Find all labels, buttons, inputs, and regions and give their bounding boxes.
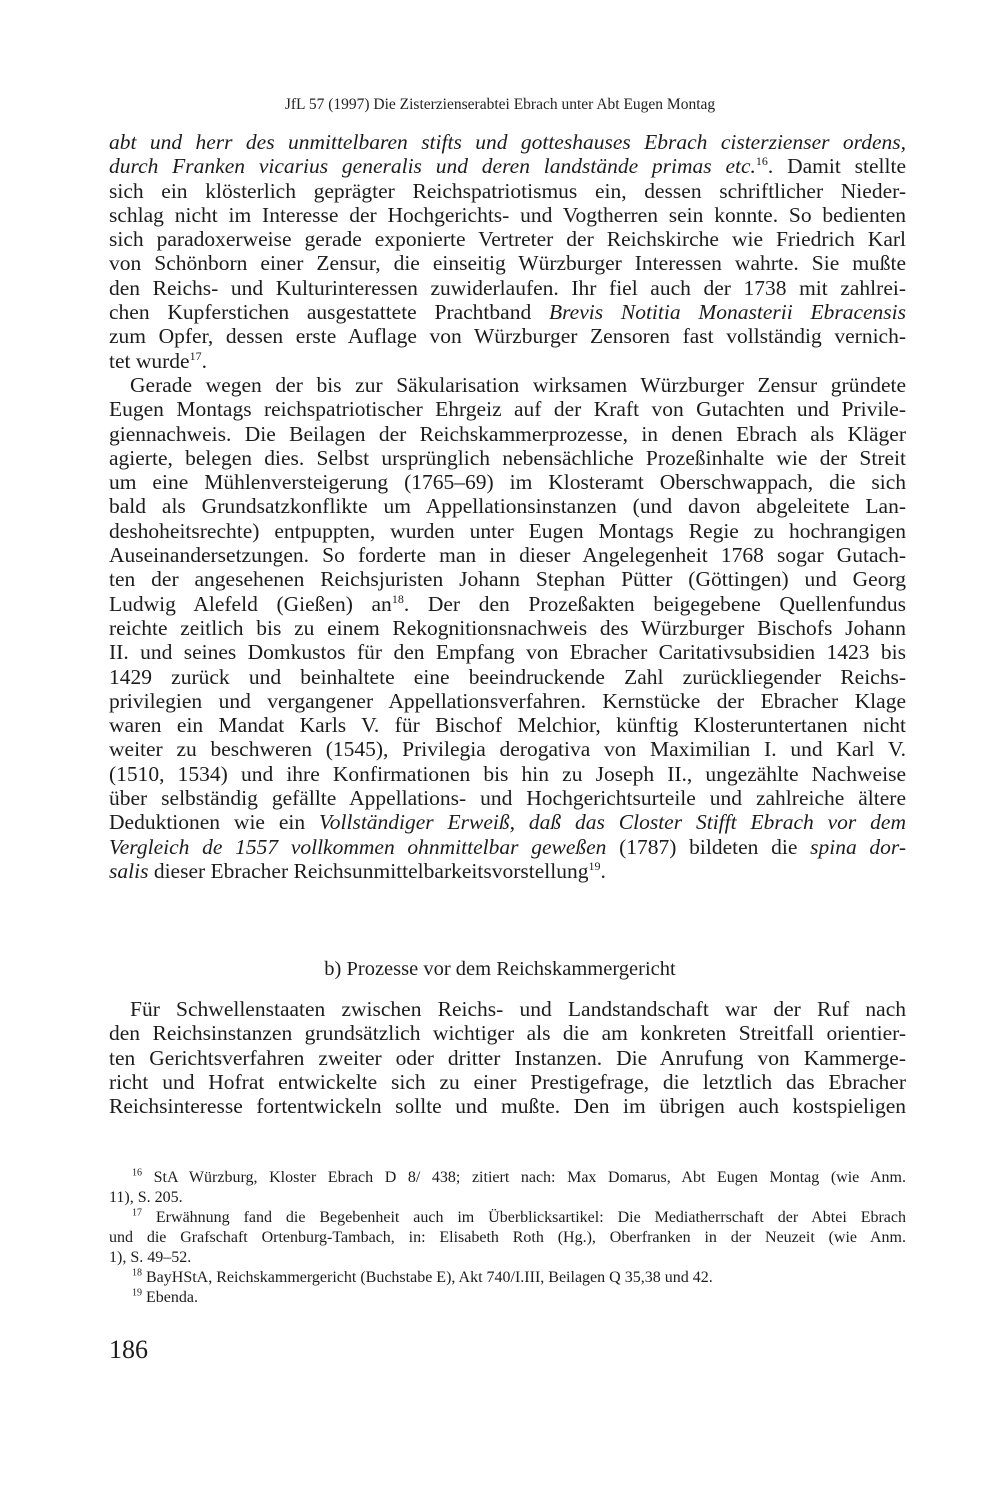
- text-line: sich paradoxerweise gerade exponierte Vertreter der Reichskirche wie Friedrich Karl: [109, 227, 906, 252]
- footnote-17-cont: und die Grafschaft Ortenburg-Tambach, in: Elisabeth Roth (Hg.), Oberfranken in der Neuzeit (wie Anm.: [109, 1229, 906, 1246]
- text-line: privilegien und vergangener Appellationsverfahren. Kernstücke der Ebracher Klage: [109, 688, 906, 713]
- text-line: deshoheitsrechte) entpuppten, wurden unter Eugen Montags Regie zu hochrangigen: [109, 518, 906, 543]
- footnote-ref: 18: [391, 591, 404, 606]
- page-number: 186: [109, 1335, 148, 1364]
- footnotes: [109, 1168, 906, 1308]
- text-line: reichte zeitlich bis zu einem Rekognitionsnachweis des Würzburger Bischofs Johann: [109, 615, 906, 640]
- running-header: JfL 57 (1997) Die Zisterzienserabtei Ebrach unter Abt Eugen Montag: [284, 96, 716, 113]
- text-line: sich ein klösterlich geprägter Reichspatriotismus ein, dessen schriftlicher Nieder-: [109, 178, 906, 203]
- text-line: waren ein Mandat Karls V. für Bischof Melchior, künftig Klosteruntertanen nicht: [109, 713, 906, 738]
- text-line: den Reichs- und Kulturinteressen zuwiderlaufen. Ihr fiel auch der 1738 mit zahlrei-: [109, 275, 906, 300]
- text-line: tet wurde$^{17}$.: [109, 348, 207, 373]
- text-line: um eine Mühlenversteigerung (1765–69) im Klosteramt Oberschwappach, die sich: [109, 470, 906, 495]
- text-line: abt und herr des unmittelbaren stifts und gotteshauses Ebrach cisterzienser ordens,: [109, 130, 906, 154]
- text-line: Reichsinteresse fortentwickeln sollte und mußte. Den im übrigen auch kostspieligen: [109, 1094, 906, 1119]
- footnote-18: $^{18}$ BayHStA, Reichskammergericht (Buchstabe E), Akt 740/I.III, Beilagen Q 35,38 und 42.: [132, 1267, 713, 1286]
- text-line: ten der angesehenen Reichsjuristen Johann Stephan Pütter (Göttingen) und Georg: [109, 567, 906, 592]
- footnote-17-end: 1), S. 49–52.: [109, 1249, 192, 1266]
- text-line: Auseinandersetzungen. So forderte man in dieser Angelegenheit 1768 sogar Gutach-: [109, 543, 906, 568]
- text-line: chen Kupferstichen ausgestattete Prachtband Brevis Notitia Monasterii Ebracensis: [109, 300, 906, 325]
- footnote-ref: 16: [755, 154, 768, 169]
- text-line: den Reichsinstanzen grundsätzlich wichtiger als die am konkreten Streitfall orientier-: [109, 1021, 906, 1046]
- text-line: salis dieser Ebracher Reichsunmittelbarkeitsvorstellung$^{19}$.: [109, 858, 606, 883]
- text-line: (1510, 1534) und ihre Konfirmationen bis hin zu Joseph II., ungezählte Nachweise: [109, 761, 906, 786]
- text-line: über selbständig gefällte Appellations- und Hochgerichtsurteile und zahlreiche ältere: [109, 786, 906, 811]
- text-line: Deduktionen wie ein Vollständiger Erweiß, daß das Closter Stifft Ebrach vor dem: [109, 810, 906, 835]
- text-line: Vergleich de 1557 vollkommen ohnmittelbar geweßen (1787) bildeten die spina dor-: [109, 834, 907, 859]
- text-line: Gerade wegen der bis zur Säkularisation wirksamen Würzburger Zensur gründete: [130, 372, 906, 397]
- text-line: richt und Hofrat entwickelte sich zu einer Prestigefrage, die letztlich das Ebracher: [109, 1069, 906, 1094]
- footnote-19: $^{19}$ Ebenda.: [132, 1287, 198, 1306]
- footnote-16: $^{16}$ StA Würzburg, Kloster Ebrach D 8/ 438; zitiert nach: Max Domarus, Abt Eugen Montag (wie Anm.: [132, 1167, 906, 1186]
- section-heading: b) Prozesse vor dem Reichskammergericht: [324, 958, 676, 980]
- text-line: Ludwig Alefeld (Gießen) $an^{18}$. Der den Prozeßakten beigegebene Quellenfundus: [109, 591, 906, 616]
- footnote-ref: 19: [588, 858, 601, 873]
- footnote-17: $^{17}$ Erwähnung fand die Begebenheit auch im Überblicksartikel: Die Mediatherrschaft der Abtei Ebrach: [132, 1207, 906, 1226]
- text-line: weiter zu beschweren (1545), Privilegia derogativa von Maximilian I. und Karl V.: [109, 737, 906, 762]
- text-line: II. und seines Domkustos für den Empfang von Ebracher Caritativsubsidien 1423 bis: [109, 640, 906, 665]
- footnote-ref: 17: [189, 348, 202, 363]
- text-line: von Schönborn einer Zensur, die einseitig Würzburger Interessen wahrte. Sie mußte: [109, 251, 906, 276]
- text-line: Eugen Montags reichspatriotischer Ehrgeiz auf der Kraft von Gutachten und Privile-: [109, 397, 906, 422]
- text-line: zum Opfer, dessen erste Auflage von Würzburger Zensoren fast vollständig vernich-: [109, 324, 906, 349]
- text-line: durch Franken vicarius generalis und deren landstände primas etc.$^{16}$. Damit stellte: [109, 154, 906, 179]
- text-line: schlag nicht im Interesse der Hochgerichts- und Vogtherren sein konnte. So bedienten: [109, 202, 906, 227]
- text-line: 1429 zurück und beinhaltete eine beeindruckende Zahl zurückliegender Reichs-: [109, 664, 906, 689]
- body-text-upper: [109, 130, 906, 883]
- text-line: bald als Grundsatzkonflikte um Appellationsinstanzen (und davon abgeleitete Lan-: [109, 494, 906, 519]
- body-text-lower: [109, 997, 906, 1118]
- text-line: giennachweis. Die Beilagen der Reichskammerprozesse, in denen Ebrach als Kläger: [109, 421, 906, 446]
- text-line: Für Schwellenstaaten zwischen Reichs- und Landstandschaft war der Ruf nach: [130, 997, 906, 1021]
- footnote-16-cont: 11), S. 205.: [109, 1189, 183, 1206]
- text-line: agierte, belegen dies. Selbst ursprünglich nebensächliche Prozeßinhalte wie der Streit: [109, 445, 906, 470]
- text-line: ten Gerichtsverfahren zweiter oder dritter Instanzen. Die Anrufung von Kammerge-: [109, 1045, 906, 1070]
